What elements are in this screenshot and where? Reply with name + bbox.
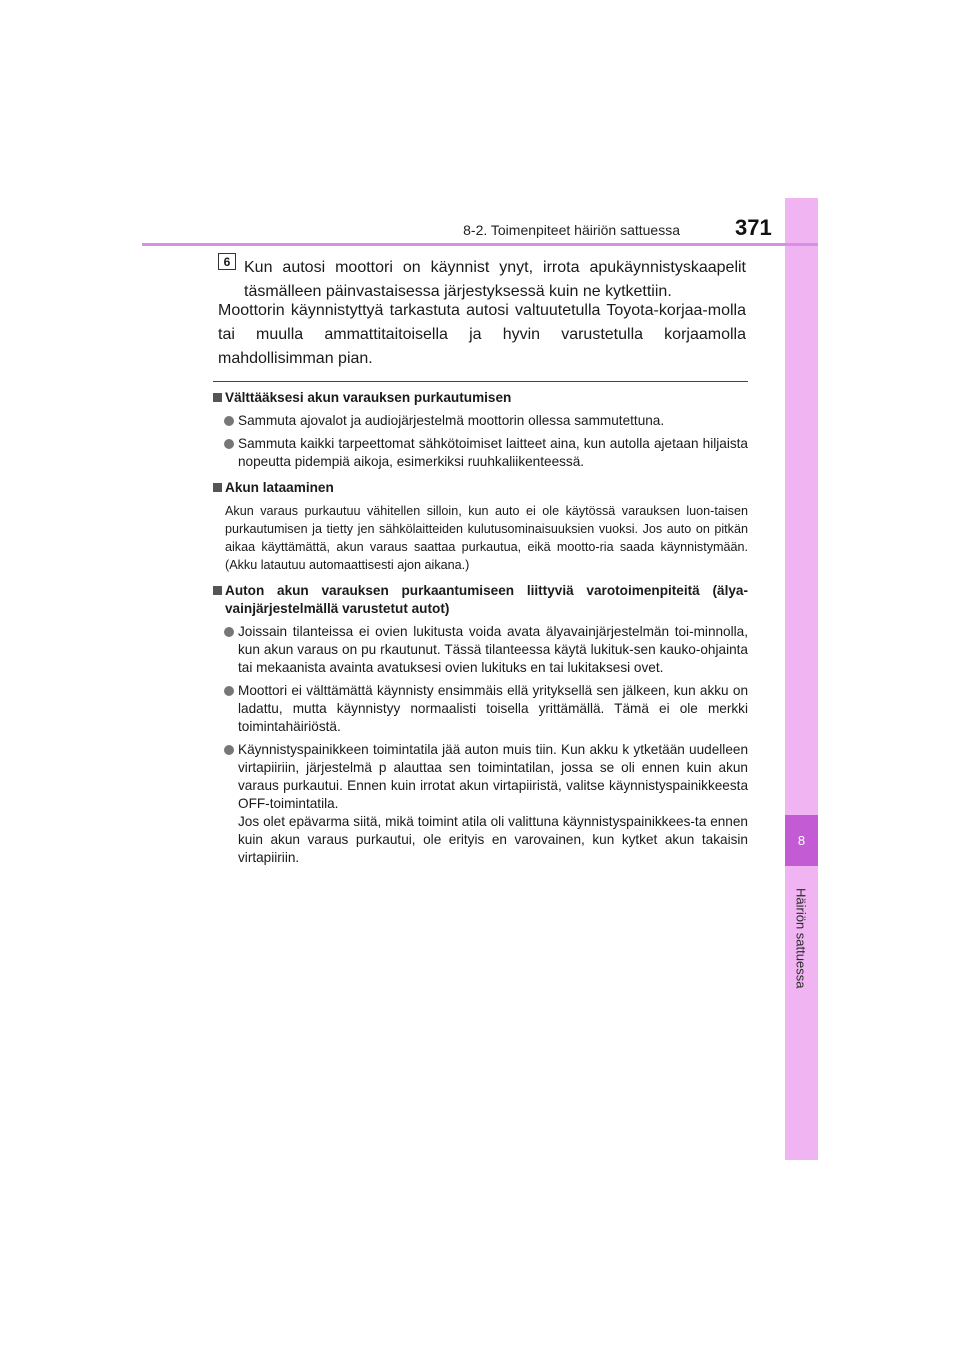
round-bullet-icon bbox=[224, 416, 234, 426]
bullet-item: Sammuta kaikki tarpeettomat sähkötoimiset laitteet aina, kun autolla ajetaan hiljaista nopeutta pidempiä aikoja, esimerkiksi ruuhkaliikenteessä. bbox=[213, 435, 748, 471]
chapter-number: 8 bbox=[785, 815, 818, 866]
section-title: 8-2. Toimenpiteet häiriön sattuessa bbox=[463, 222, 680, 238]
section-heading: Auton akun varauksen purkaantumiseen liittyviä varotoimenpiteitä (älya-vainjärjestelmällä varustetut autot) bbox=[213, 582, 748, 618]
round-bullet-icon bbox=[224, 686, 234, 696]
bullet-item: Käynnistyspainikkeen toimintatila jää auton muis tiin. Kun akku k ytketään uudelleen virtapiiriin, järjestelmä p alauttaa sen toimintatilan, jossa se oli ennen kuin akun varaus purkautui. Ennen kuin irrotat akun virtapiiristä, valitse käynnistyspainikkeesta OFF-toimintatila. Jos olet epävarma siitä, mikä toimint atila oli valittuna käynnistyspainikkees-ta ennen kuin akun varaus purkautui, ole erityis en varovainen, kun kytket akun takaisin virtapiiriin. bbox=[213, 741, 748, 867]
square-bullet-icon bbox=[213, 393, 222, 402]
section-paragraph: Akun varaus purkautuu vähitellen silloin, kun auto ei ole käytössä varauksen luon-taisen purkautumisen ja tietty jen sähkölaitteiden kulutusominaisuuksien vuoksi. Jos auto on pitkän aikaa käyttämättä, akun varaus saattaa purkautua, eikä mootto-ria saada käynnistymään. (Akku latautuu automaattisesti ajon aikana.) bbox=[225, 504, 748, 572]
section-heading: Välttääksesi akun varauksen purkautumisen bbox=[213, 389, 748, 407]
round-bullet-icon bbox=[224, 627, 234, 637]
square-bullet-icon bbox=[213, 586, 222, 595]
info-content bbox=[213, 389, 748, 867]
round-bullet-icon bbox=[224, 439, 234, 449]
header-rule bbox=[142, 243, 818, 246]
bullet-item: Moottori ei välttämättä käynnisty ensimmäis ellä yrityksellä sen jälkeen, kun akku on ladattu, mutta käynnistyy normaalisti toisella yrittämällä. Tämä ei ole merkki toimintahäiriöstä. bbox=[213, 682, 748, 736]
step-number-badge: 6 bbox=[218, 253, 236, 270]
chapter-side-tab bbox=[785, 198, 818, 1160]
round-bullet-icon bbox=[224, 745, 234, 755]
bullet-item: Sammuta ajovalot ja audiojärjestelmä moottorin ollessa sammutettuna. bbox=[213, 412, 748, 430]
chapter-label: Häiriön sattuessa bbox=[793, 887, 809, 989]
step-text: Kun autosi moottori on käynnist ynyt, irrota apukäynnistyskaapelit täsmälleen päinvastaisessa järjestyksessä kuin ne kytkettiin. bbox=[244, 259, 746, 300]
page-number: 371 bbox=[735, 215, 772, 240]
step-note: Moottorin käynnistyttyä tarkastuta autosi valtuutetulla Toyota-korjaa-molla tai muulla ammattitaitoisella ja hyvin varustetulla korjaamolla mahdollisimman pian. bbox=[218, 302, 746, 367]
section-divider bbox=[213, 381, 748, 382]
square-bullet-icon bbox=[213, 483, 222, 492]
section-heading: Akun lataaminen bbox=[213, 479, 748, 497]
bullet-item: Joissain tilanteissa ei ovien lukitusta voida avata älyavainjärjestelmän toi-minnolla, kun akun varaus on pu rkautunut. Tässä tilanteessa käytä lukituk-sen kauko-ohjainta tai mekaanista avainta avatuksesi ovien lukituks en tai lukitaksesi ovet. bbox=[213, 623, 748, 677]
